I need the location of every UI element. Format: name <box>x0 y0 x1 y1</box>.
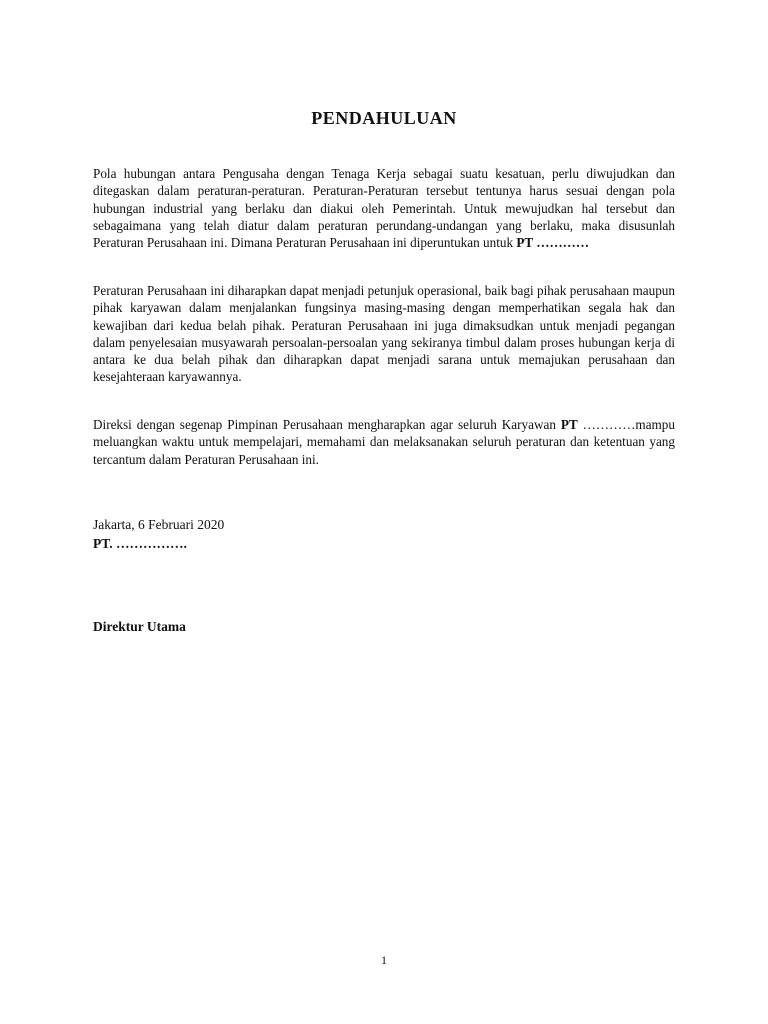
paragraph-directive-text-before: Direksi dengan segenap Pimpinan Perusahaan mengharapkan agar seluruh Karyawan <box>93 417 561 432</box>
paragraph-directive <box>93 416 675 468</box>
company-placeholder-bold: PT ………… <box>516 235 590 251</box>
paragraph-intro <box>93 165 675 251</box>
page-title: PENDAHULUAN <box>311 108 457 128</box>
signature-company: PT. ……………. <box>93 536 187 551</box>
signature-title: Direktur Utama <box>93 619 186 634</box>
paragraph-directive-text-after: …………mampu meluangkan waktu untuk mempelajari, memahami dan melaksanakan seluruh peraturan dan ketentuan yang tercantum dalam Peraturan Perusahaan ini. <box>93 417 675 467</box>
company-name-bold: PT <box>560 417 578 432</box>
paragraph-purpose: Peraturan Perusahaan ini diharapkan dapat menjadi petunjuk operasional, baik bagi pihak perusahaan maupun pihak karyawan dalam menjalankan fungsinya masing-masing dengan memperhatikan segala hak dan kewajiban dari kedua belah pihak. Peraturan Perusahaan ini juga dimaksudkan untuk menjadi pegangan dalam penyelesaian musyawarah persoalan-persoalan yang sekiranya timbul dalam proses hubungan kerja di antara ke dua belah pihak dan diharapkan dapat menjadi sarana untuk memajukan perusahaan dan kesejahteraan karyawannya. <box>93 283 675 385</box>
signature-place-date: Jakarta, 6 Februari 2020 <box>93 517 225 532</box>
paragraph-intro-text: Pola hubungan antara Pengusaha dengan Tenaga Kerja sebagai suatu kesatuan, perlu diwujudkan dan ditegaskan dalam peraturan-peraturan. Peraturan-Peraturan tersebut tentunya harus sesuai dengan pola hubungan industrial yang berlaku dan diakui oleh Pemerintah. Untuk mewujudkan hal tersebut dan sebagaimana yang telah diatur dalam peraturan perundang-undangan yang berlaku, maka disusunlah Peraturan Perusahaan ini. Dimana Peraturan Perusahaan ini diperuntukan untuk <box>93 166 675 251</box>
page-number: 1 <box>381 953 387 967</box>
